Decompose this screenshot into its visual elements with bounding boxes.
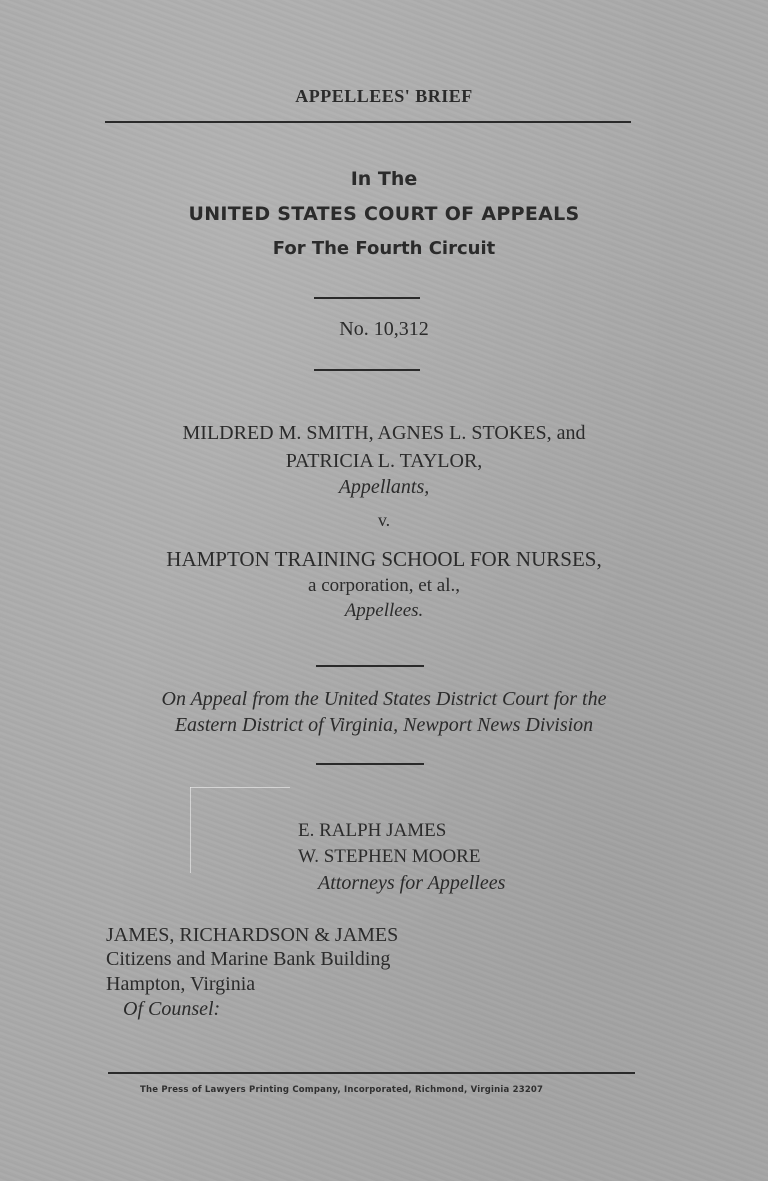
- counsel-firm: JAMES, RICHARDSON & JAMES: [106, 924, 399, 946]
- short-rule-1: [314, 297, 420, 299]
- appeal-line2: Eastern District of Virginia, Newport News Division: [174, 714, 594, 736]
- faint-frame-top: [190, 787, 290, 788]
- appellees-name-line1: HAMPTON TRAINING SCHOOL FOR NURSES,: [166, 547, 602, 571]
- case-number: No. 10,312: [339, 318, 429, 340]
- appeal-line1: On Appeal from the United States District Court for the: [161, 688, 607, 710]
- court-circuit: For The Fourth Circuit: [272, 238, 496, 259]
- attorneys-role: Attorneys for Appellees: [318, 872, 506, 894]
- printer-line: The Press of Lawyers Printing Company, Incorporated, Richmond, Virginia 23207: [140, 1085, 544, 1095]
- short-rule-4: [316, 763, 424, 765]
- counsel-role: Of Counsel:: [123, 998, 221, 1020]
- appellees-label: Appellees.: [344, 600, 424, 621]
- court-name: UNITED STATES COURT OF APPEALS: [188, 203, 580, 225]
- appellants-names-line1: MILDRED M. SMITH, AGNES L. STOKES, and: [182, 422, 586, 444]
- appellees-name-line2: a corporation, et al.,: [308, 575, 460, 596]
- counsel-building: Citizens and Marine Bank Building: [106, 948, 391, 970]
- attorney-name-1: E. RALPH JAMES: [298, 820, 447, 841]
- short-rule-2: [314, 369, 420, 371]
- title-rule: [105, 121, 631, 123]
- bottom-rule: [108, 1072, 635, 1074]
- appellants-names-line2: PATRICIA L. TAYLOR,: [285, 450, 483, 472]
- attorney-name-2: W. STEPHEN MOORE: [298, 846, 481, 867]
- brief-title: APPELLEES' BRIEF: [295, 86, 473, 106]
- appellants-label: Appellants,: [338, 476, 430, 498]
- court-intro: In The: [350, 168, 418, 190]
- short-rule-3: [316, 665, 424, 667]
- counsel-city: Hampton, Virginia: [106, 973, 256, 995]
- faint-frame-left: [190, 787, 191, 873]
- versus: v.: [377, 510, 391, 530]
